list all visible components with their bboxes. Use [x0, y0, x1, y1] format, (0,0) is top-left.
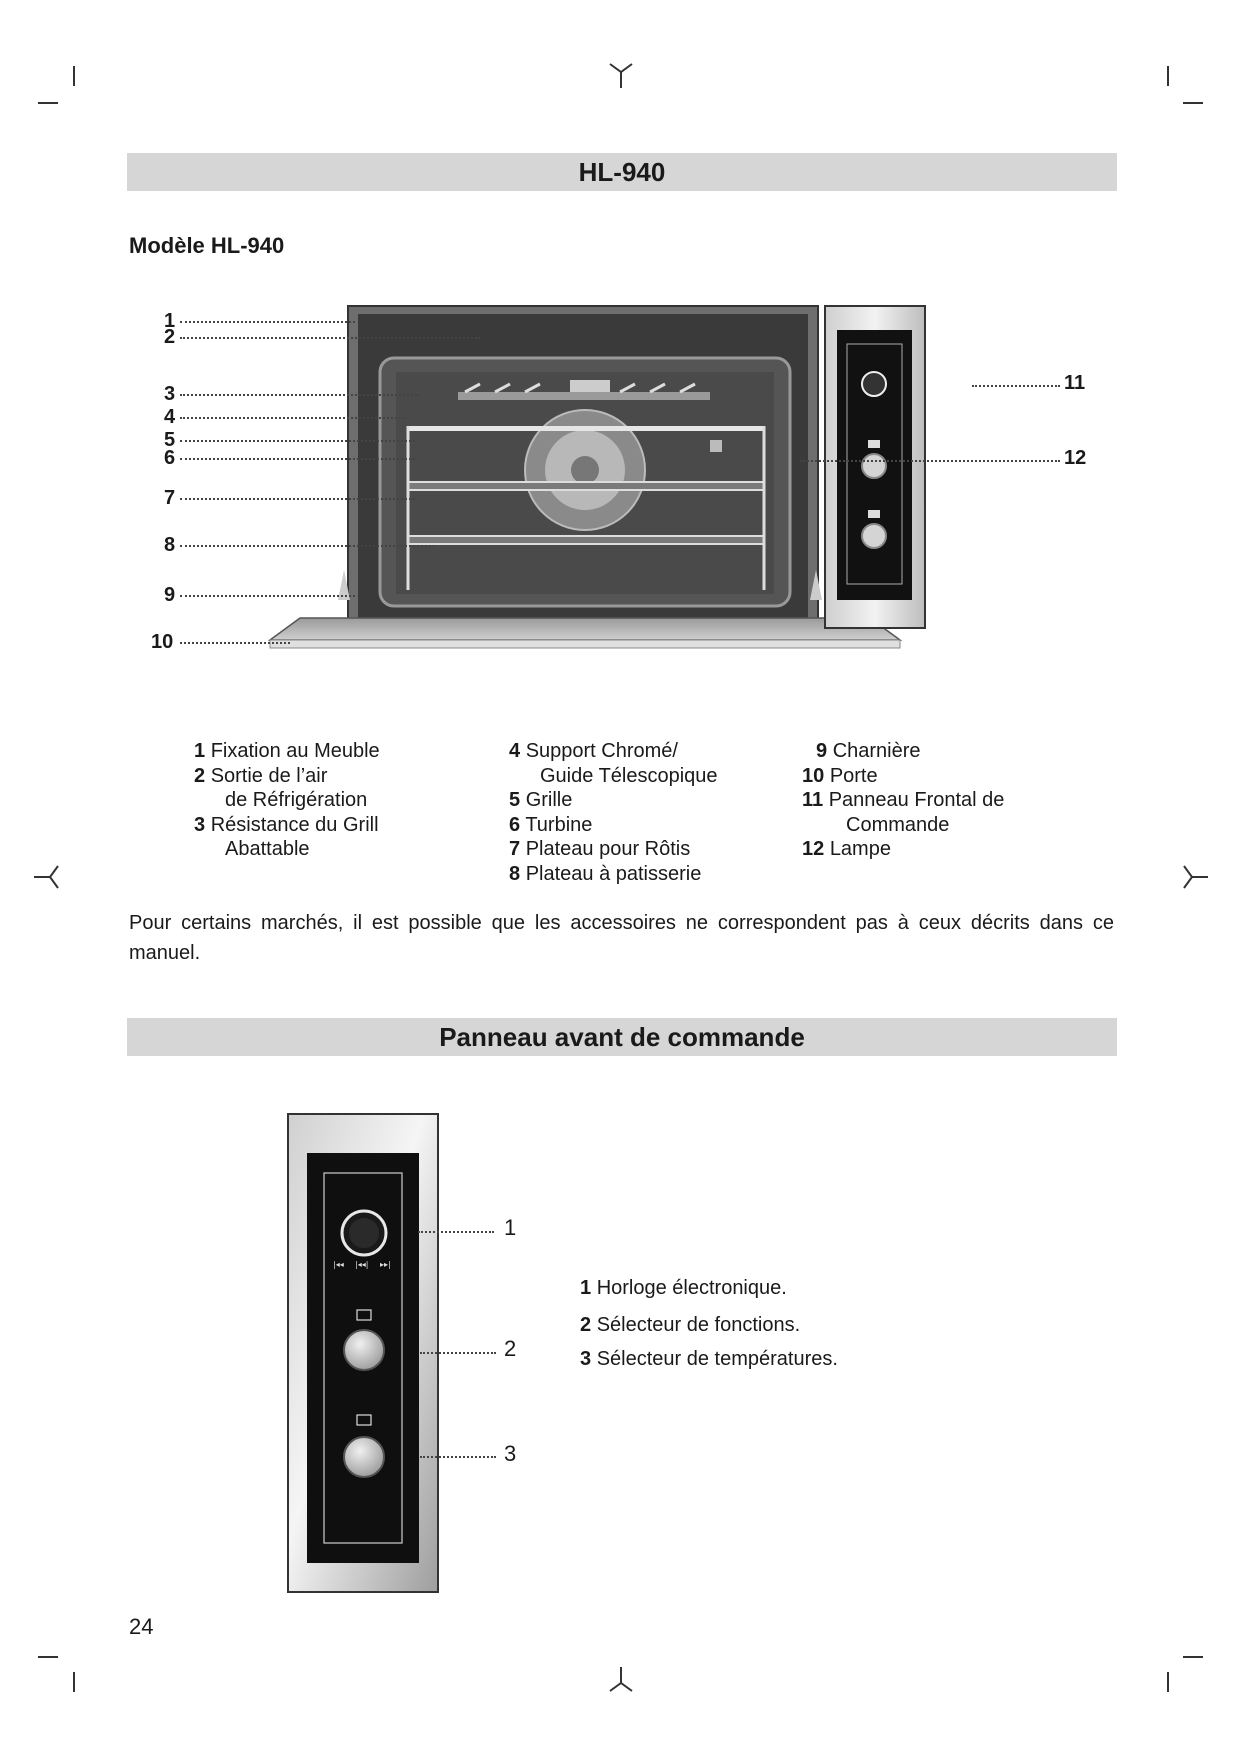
legend-item: 1 Fixation au Meuble — [194, 740, 380, 762]
panel-leader-2 — [420, 1352, 496, 1354]
crop-mark-br-v — [1167, 1672, 1169, 1692]
leader-9 — [180, 595, 355, 597]
legend-item: Abattable — [225, 838, 310, 860]
callout-4: 4 — [164, 406, 176, 428]
crop-mark-bl-v — [73, 1672, 75, 1692]
callout-8: 8 — [164, 534, 176, 556]
svg-text:|◂◂: |◂◂ — [333, 1260, 344, 1269]
panel-leader-1 — [418, 1231, 494, 1233]
legend-item: 8 Plateau à patisserie — [509, 862, 702, 885]
parts-legend-col2 — [509, 739, 718, 886]
legend-item: Guide Télescopique — [540, 764, 718, 787]
legend-item: 2 Sortie de l’air — [194, 764, 328, 787]
crop-mark-tr-v — [1167, 66, 1169, 86]
parts-legend-col1 — [194, 739, 380, 862]
legend-item: 5 Grille — [509, 789, 573, 811]
leader-6 — [180, 458, 415, 460]
legend-item: de Réfrigération — [225, 789, 368, 811]
panel-callout-1: 1 — [504, 1215, 517, 1240]
registration-mark-right — [1180, 862, 1210, 892]
svg-text:▬▬: ▬▬ — [352, 1570, 364, 1577]
accessories-note: Pour certains marchés, il est possible que les accessoires ne correspondent pas à ceux décrits dans ce manuel. — [129, 912, 1114, 964]
registration-mark-top — [606, 60, 636, 90]
callout-9: 9 — [164, 584, 176, 606]
legend-item: 9 Charnière — [816, 740, 921, 762]
crop-mark-tl-h — [38, 102, 58, 104]
leader-8 — [180, 545, 435, 547]
registration-mark-left — [32, 862, 62, 892]
parts-legend-col3 — [802, 739, 1004, 862]
leader-4 — [180, 417, 405, 419]
callout-3: 3 — [164, 383, 176, 405]
callout-7: 7 — [164, 487, 176, 509]
registration-mark-bottom — [606, 1665, 636, 1695]
callout-5: 5 — [164, 429, 176, 451]
callout-11: 11 — [1064, 372, 1086, 394]
legend-item: 11 Panneau Frontal de — [802, 789, 1005, 811]
crop-mark-bl-h — [38, 1656, 58, 1658]
page-title: HL-940 — [578, 157, 666, 187]
legend-item: 12 Lampe — [802, 838, 891, 860]
callout-6: 6 — [164, 447, 176, 469]
crop-mark-tr-h — [1183, 102, 1203, 104]
page-title-bar — [127, 153, 1117, 191]
leader-11 — [972, 385, 1060, 387]
svg-text:▸▸|: ▸▸| — [380, 1260, 391, 1269]
legend-item: 6 Turbine — [509, 813, 593, 836]
panel-leader-3 — [420, 1456, 496, 1458]
svg-text:|◂◂|: |◂◂| — [355, 1260, 369, 1269]
oven-illustration — [240, 300, 1000, 700]
panel-callout-3: 3 — [504, 1441, 517, 1466]
leader-7 — [180, 498, 415, 500]
crop-mark-tl-v — [73, 66, 75, 86]
leader-3 — [180, 394, 420, 396]
legend-item: Commande — [846, 813, 950, 836]
callout-1: 1 — [164, 310, 176, 332]
leader-10 — [180, 642, 290, 644]
model-heading: Modèle HL-940 — [129, 233, 285, 258]
leader-5 — [180, 440, 415, 442]
section-title: Panneau avant de commande — [439, 1022, 805, 1052]
callout-12: 12 — [1064, 447, 1087, 469]
control-panel-illustration — [287, 1113, 439, 1593]
callout-2: 2 — [164, 326, 176, 348]
legend-item: 4 Support Chromé/ — [509, 740, 678, 762]
panel-legend-item-2: 2 Sélecteur de fonctions. — [580, 1314, 801, 1336]
legend-item: 7 Plateau pour Rôtis — [509, 838, 691, 860]
panel-legend-item-1: 1 Horloge électronique. — [580, 1277, 787, 1299]
crop-mark-br-h — [1183, 1656, 1203, 1658]
leader-2 — [180, 337, 480, 339]
legend-item: 3 Résistance du Grill — [194, 813, 379, 836]
panel-callout-2: 2 — [504, 1336, 517, 1361]
panel-legend-item-3: 3 Sélecteur de températures. — [580, 1348, 838, 1370]
section-title-bar — [127, 1018, 1117, 1056]
leader-1 — [180, 321, 355, 323]
callout-10: 10 — [151, 631, 174, 653]
leader-12 — [800, 460, 1060, 462]
page-number: 24 — [129, 1614, 154, 1639]
legend-item: 10 Porte — [802, 764, 878, 787]
